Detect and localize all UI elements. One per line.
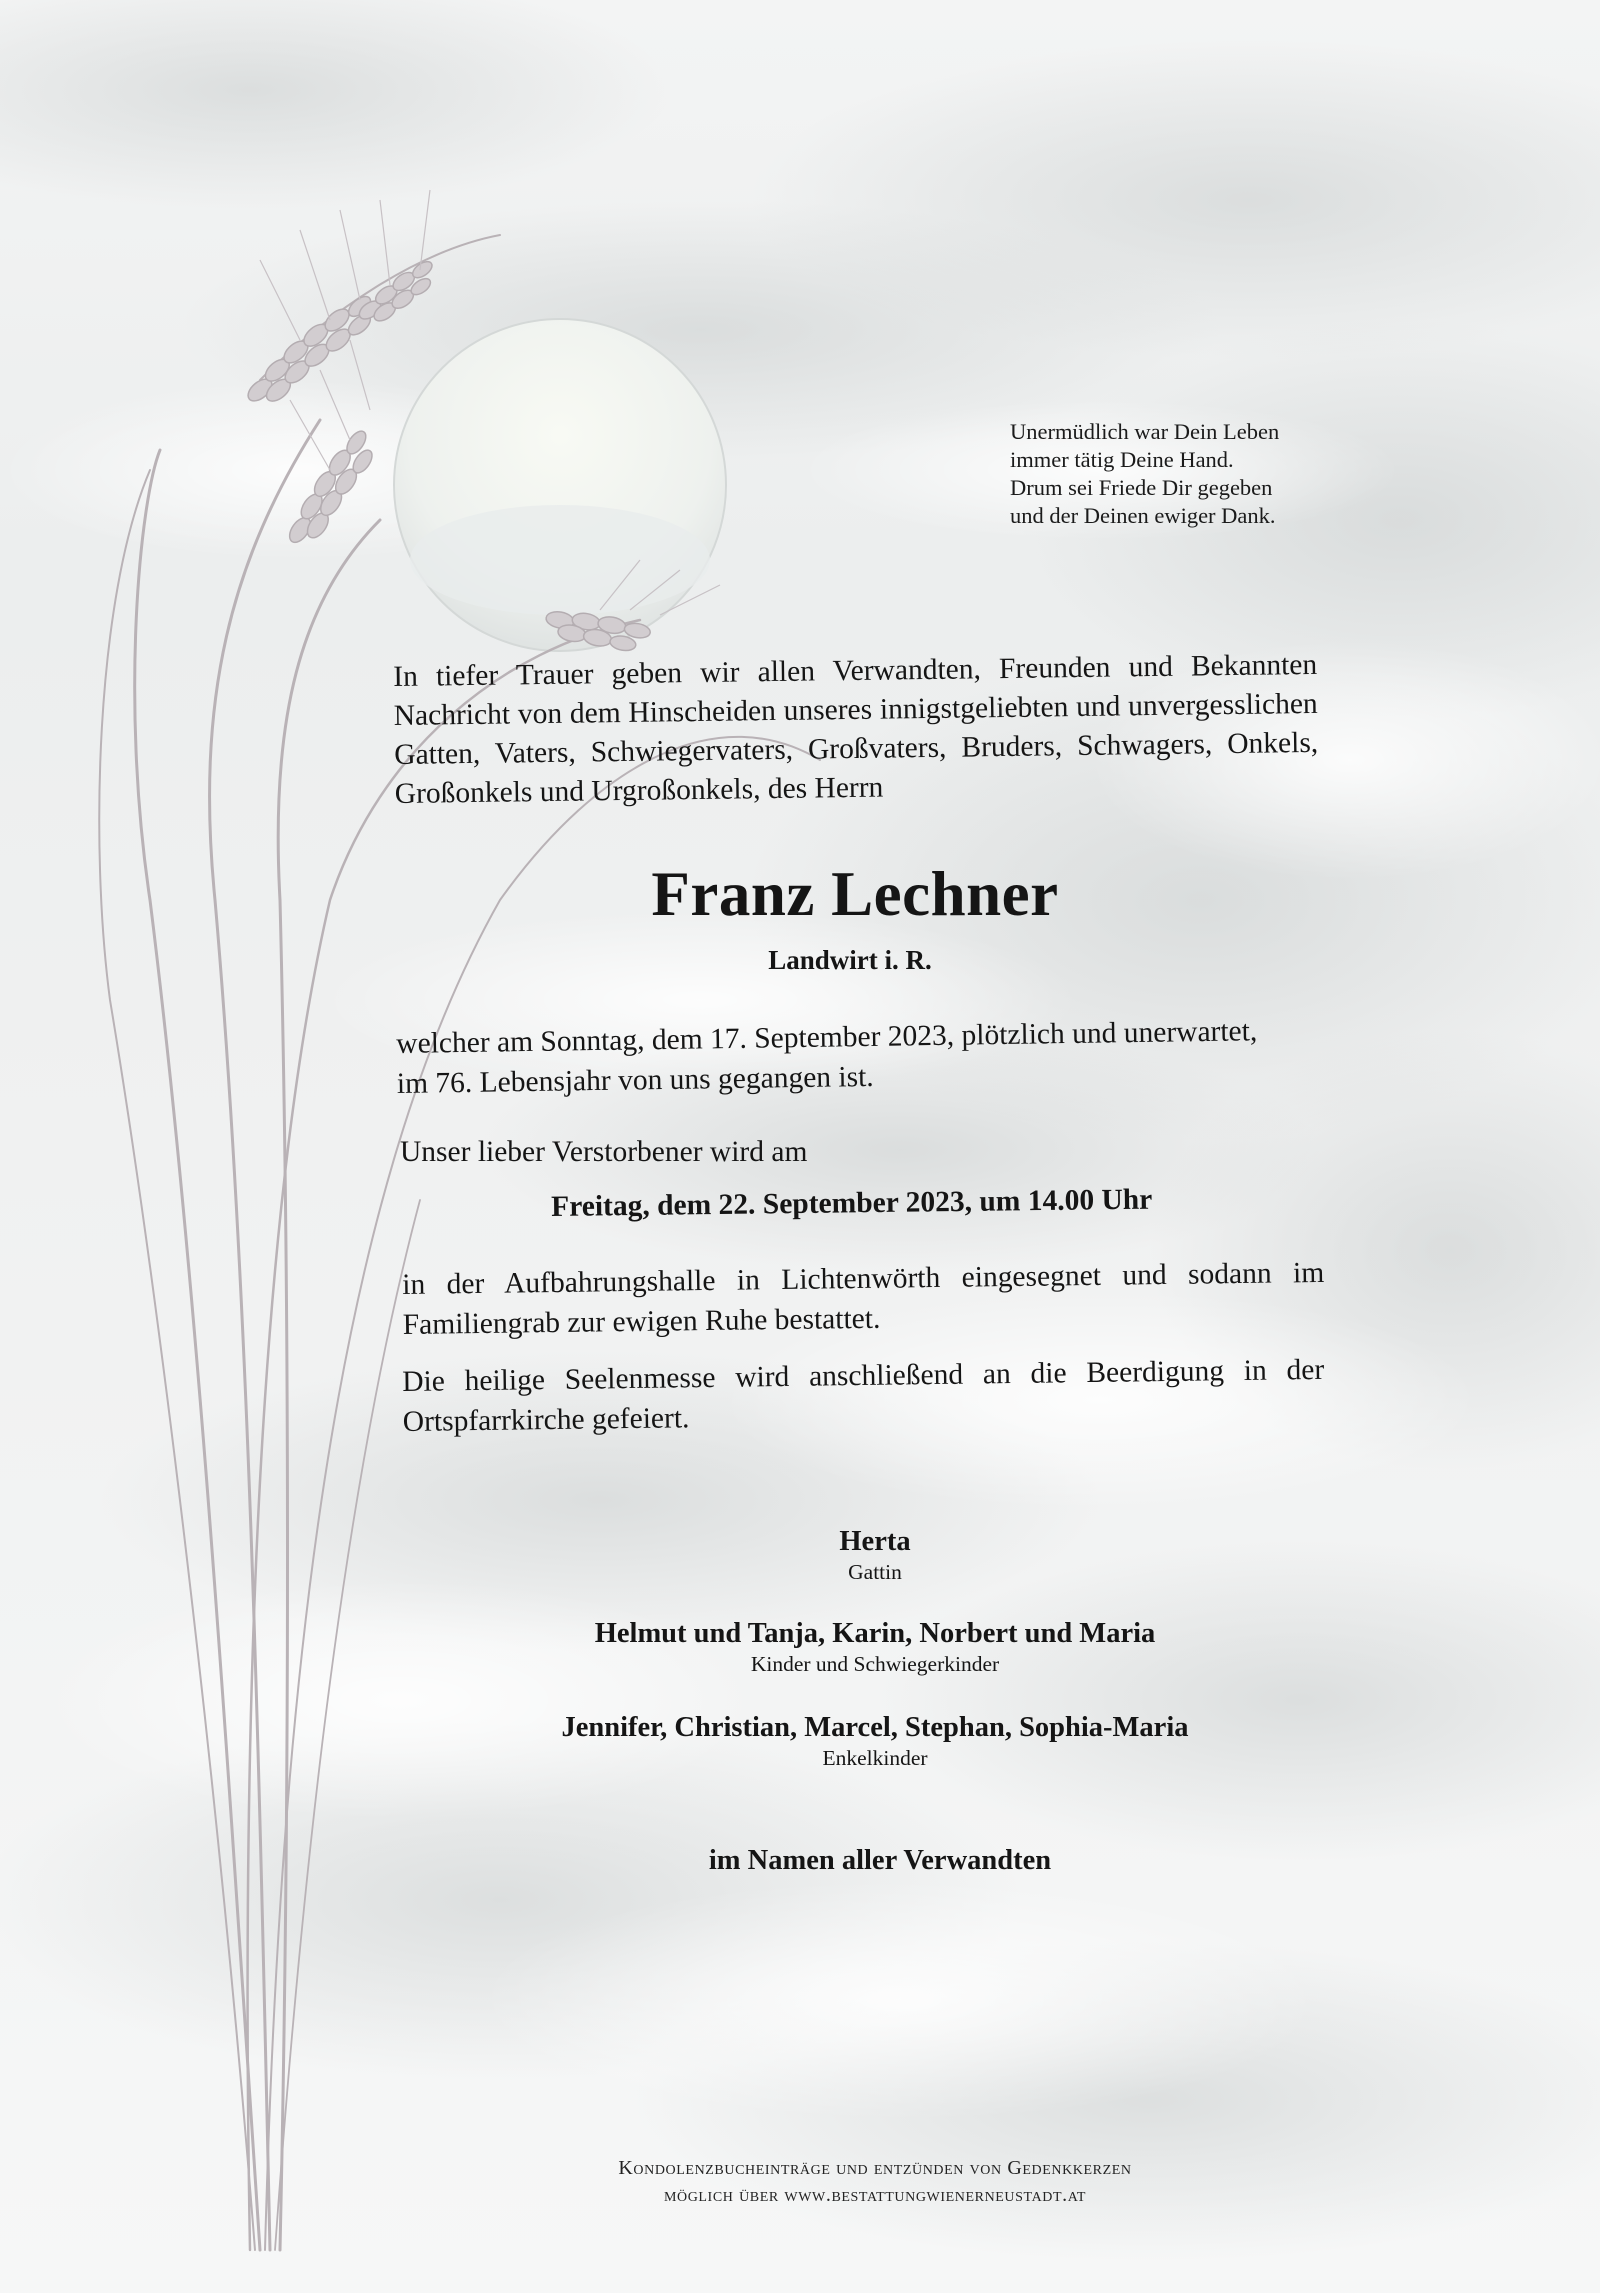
mourner-group [0, 1618, 1600, 1677]
footer-note [0, 2155, 1600, 2209]
mourner-names: Jennifer, Christian, Marcel, Stephan, Sophia-Maria [561, 1712, 1189, 1743]
poem-line: Unermüdlich war Dein Leben [1010, 419, 1280, 444]
closing-line: im Namen aller Verwandten [708, 1845, 1052, 1876]
death-notice-line: welcher am Sonntag, dem 17. September 2023, plötzlich und unerwartet, [396, 1015, 1258, 1060]
mourner-relation: Gattin [848, 1560, 902, 1584]
intro-paragraph: In tiefer Trauer geben wir allen Verwandten, Freunden und Bekannten Nachricht von dem Hinscheiden unseres innigstgeliebten und unvergesslichen Gatten, Vaters, Schwiegervaters, Großvaters, Bruders, Schwagers, Onkels, Großonkels und Urgroßonkels, des Herrn [393, 648, 1319, 810]
mourner-names: Helmut und Tanja, Karin, Norbert und Maria [594, 1618, 1156, 1649]
memorial-poem [1010, 418, 1430, 530]
deceased-profession: Landwirt i. R. [768, 945, 932, 975]
mourner-group [0, 1712, 1600, 1771]
mourner-group [0, 1526, 1600, 1585]
footer-line: Kondolenzbucheinträge und entzünden von Gedenkkerzen [618, 2157, 1132, 2179]
burial-text: in der Aufbahrungshalle in Lichtenwörth eingesegnet und sodann im Familiengrab zur ewigen Ruhe bestattet. [402, 1256, 1325, 1341]
poem-line: Drum sei Friede Dir gegeben [1010, 475, 1273, 500]
poem-line: immer tätig Deine Hand. [1010, 447, 1234, 472]
mourner-relation: Enkelkinder [822, 1746, 928, 1770]
burial-intro: Unser lieber Verstorbener wird am [400, 1136, 808, 1168]
funeral-date: Freitag, dem 22. September 2023, um 14.00 Uhr [551, 1183, 1153, 1223]
death-notice-line: im 76. Lebensjahr von uns gegangen ist. [396, 1060, 874, 1100]
mourner-relation: Kinder und Schwiegerkinder [750, 1652, 1000, 1676]
mass-text: Die heilige Seelenmesse wird anschließend an die Beerdigung in der Ortspfarrkirche gefeiert. [402, 1353, 1325, 1438]
deceased-name: Franz Lechner [651, 859, 1059, 929]
poem-line: und der Deinen ewiger Dank. [1010, 503, 1276, 528]
footer-line: möglich über www.bestattungwienerneustadt.at [663, 2184, 1087, 2206]
mourner-names: Herta [839, 1526, 911, 1557]
death-notice [396, 1010, 1321, 1104]
